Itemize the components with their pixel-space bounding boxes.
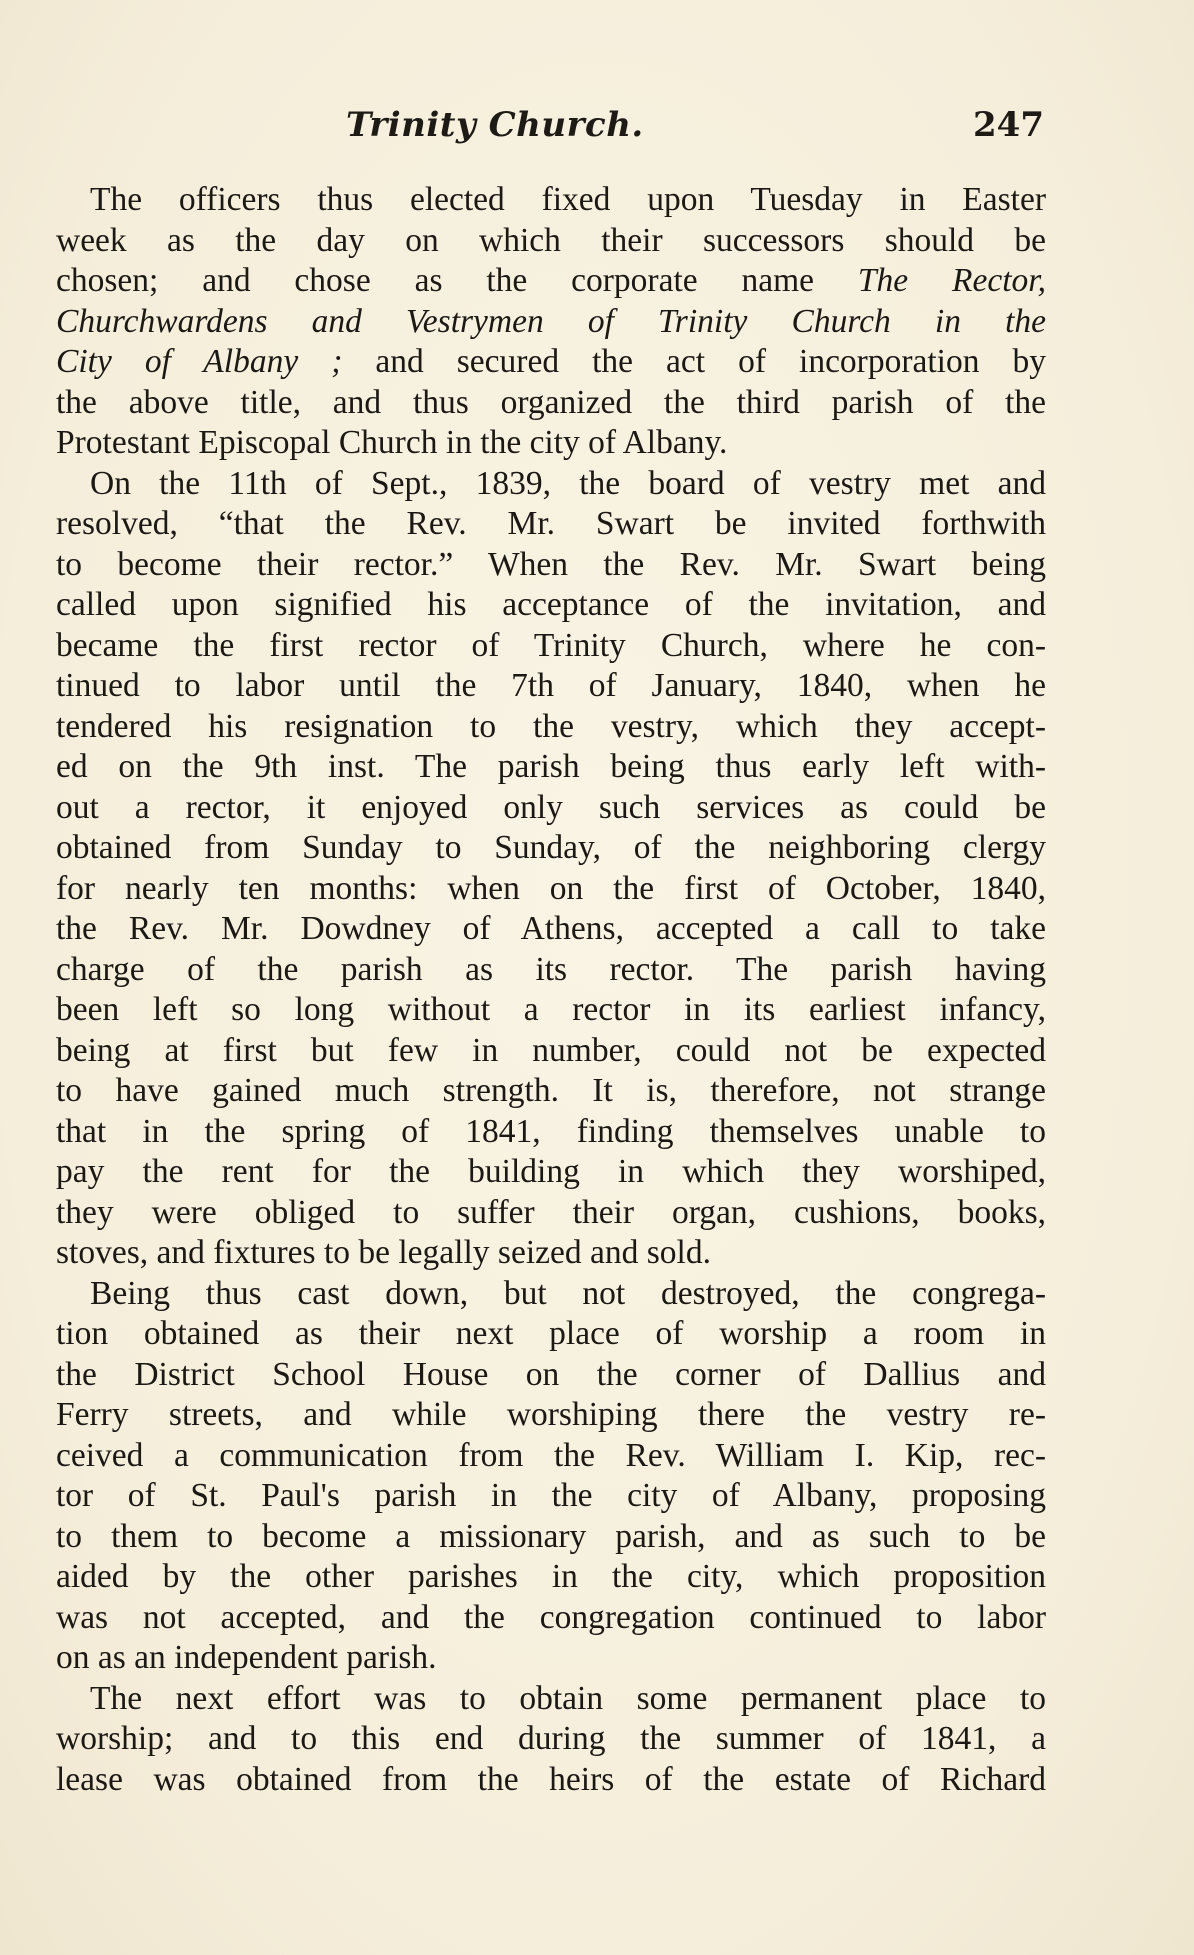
text-line: became the first rector of Trinity Church, where he con- [56,626,1046,664]
text-line: resolved, “that the Rev. Mr. Swart be invited forthwith [56,505,1046,542]
text-line: aided by the other parishes in the city, which proposition [56,1558,1046,1595]
text-line: to them to become a missionary parish, and as such to be [56,1517,1046,1555]
italic-text-run: The Rector, [857,262,1046,299]
running-head: Trinity Church. [346,105,644,145]
text-line: called upon signified his acceptance of the invitation, and [56,586,1046,623]
text-line: On the 11th of Sept., 1839, the board of vestry met and [90,464,1046,502]
text-line: out a rector, it enjoyed only such services as could be [56,788,1046,826]
text-line: the Rev. Mr. Dowdney of Athens, accepted a call to take [56,910,1046,947]
text-run: and secured the act of incorporation by [375,343,1046,380]
text-line: on as an independent parish. [56,1639,437,1676]
text-line [56,261,1046,302]
paragraph-4 [56,1679,1046,1801]
text-line: week as the day on which their successors should be [56,221,1046,259]
text-line: ceived a communication from the Rev. William I. Kip, rec- [56,1436,1046,1474]
text-line [56,342,1046,383]
text-line: tion obtained as their next place of worship a room in [56,1315,1046,1352]
text-line: the above title, and thus organized the third parish of the [56,383,1046,421]
text-line: Protestant Episcopal Church in the city of Albany. [56,424,728,461]
text-line: tor of St. Paul's parish in the city of Albany, proposing [56,1477,1046,1514]
text-line: Ferry streets, and while worshiping there the vestry re- [56,1396,1046,1433]
text-line: tinued to labor until the 7th of January, 1840, when he [56,667,1046,704]
text-line: to have gained much strength. It is, therefore, not strange [56,1072,1046,1109]
text-line: ed on the 9th inst. The parish being thus early left with- [56,748,1046,785]
text-line: been left so long without a rector in its earliest infancy, [56,991,1046,1028]
text-run: chosen; and chose as the corporate name [56,262,815,299]
text-line: Churchwardens and Vestrymen of Trinity Church in the [56,302,1046,340]
paragraph-3 [56,1274,1046,1679]
text-line: the District School House on the corner of Dallius and [56,1355,1046,1393]
text-line: for nearly ten months: when on the first of October, 1840, [56,869,1046,907]
text-line: pay the rent for the building in which they worshiped, [56,1153,1046,1190]
text-line: lease was obtained from the heirs of the estate of Richard [56,1760,1046,1798]
text-line: being at first but few in number, could not be expected [56,1031,1046,1069]
text-line: to become their rector.” When the Rev. Mr. Swart being [56,545,1046,583]
text-line: charge of the parish as its rector. The parish having [56,950,1046,988]
text-line: they were obliged to suffer their organ, cushions, books, [56,1193,1046,1231]
text-line: The officers thus elected fixed upon Tuesday in Easter [90,181,1046,218]
text-line: was not accepted, and the congregation continued to labor [56,1598,1046,1636]
italic-text-run: City of Albany ; [56,343,343,380]
paragraph-1 [56,180,1046,464]
text-line: tendered his resignation to the vestry, which they accept- [56,707,1046,745]
text-line: that in the spring of 1841, finding themselves unable to [56,1112,1046,1150]
paragraph-2 [56,464,1046,1274]
text-line: Being thus cast down, but not destroyed, the congrega- [90,1274,1046,1312]
page-header [56,105,1046,161]
body-text [56,180,1046,1800]
page-number: 247 [973,105,1044,145]
text-line: The next effort was to obtain some permanent place to [90,1679,1046,1717]
text-line: obtained from Sunday to Sunday, of the neighboring clergy [56,829,1046,866]
text-line: stoves, and fixtures to be legally seized and sold. [56,1234,711,1271]
text-line: worship; and to this end during the summer of 1841, a [56,1720,1046,1757]
